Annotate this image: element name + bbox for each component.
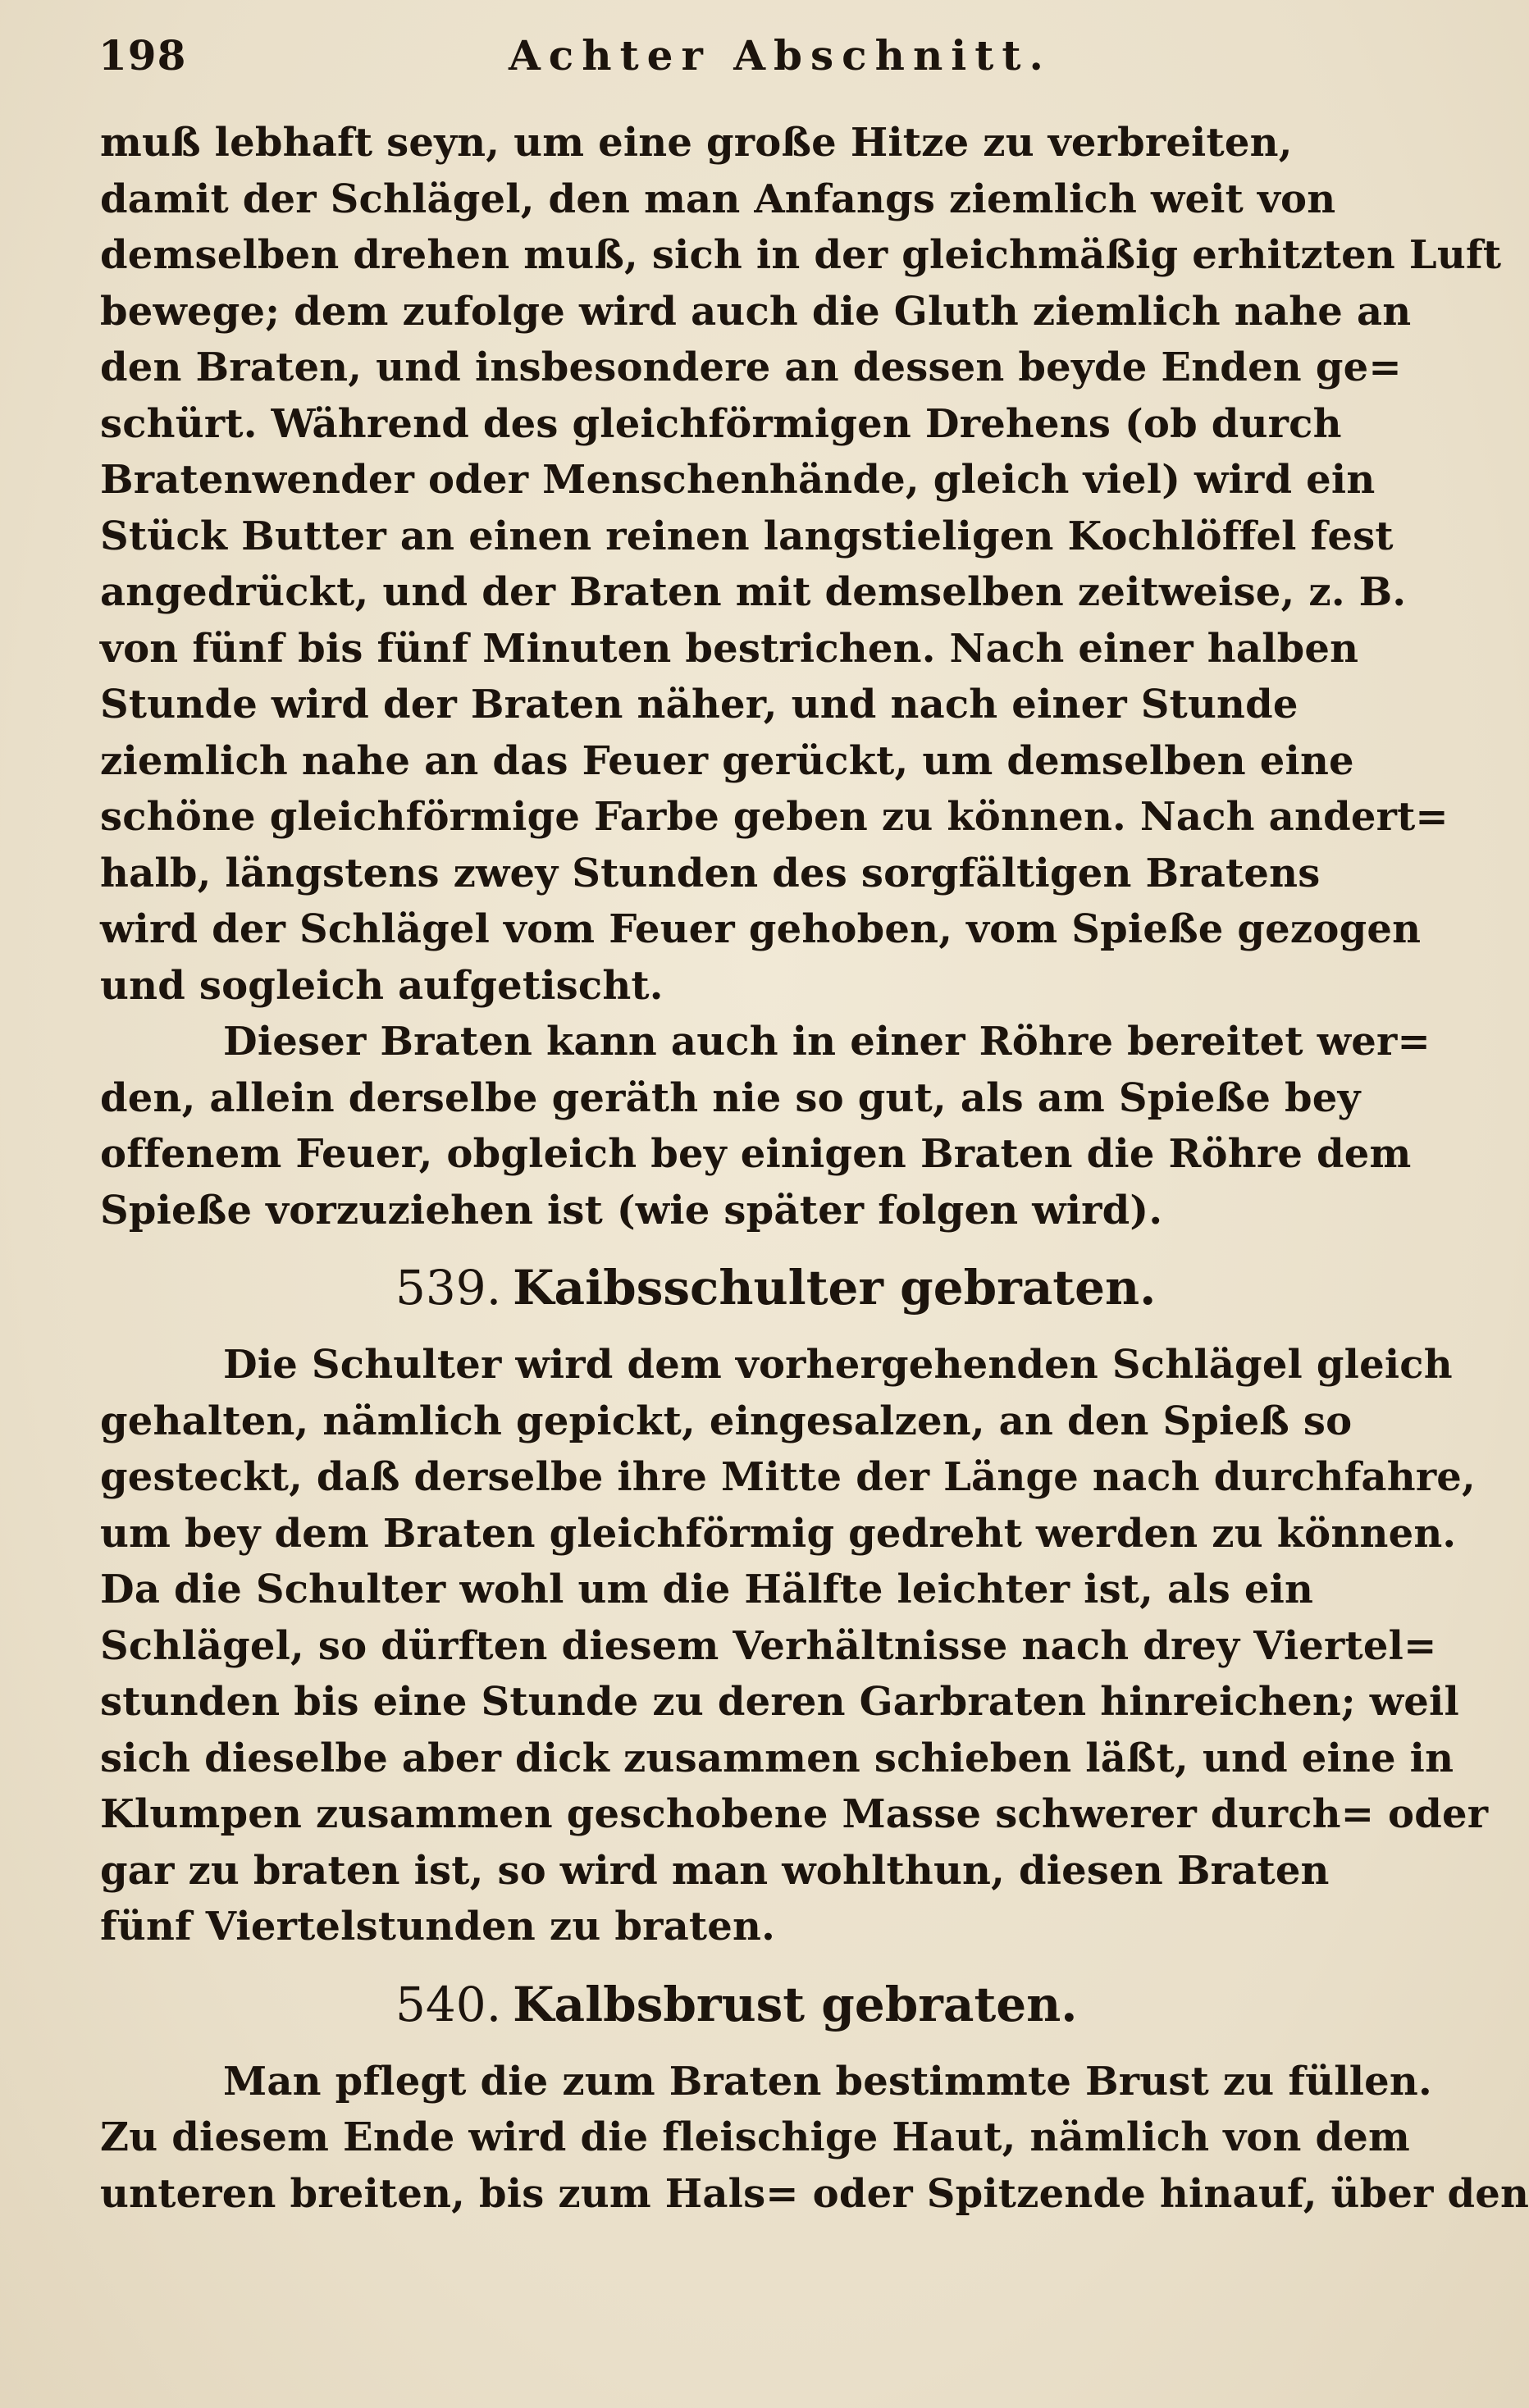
text-line: damit der Schlägel, den man Anfangs ziemlich weit von bbox=[100, 176, 1336, 222]
text-line: Klumpen zusammen geschobene Masse schwerer durch= oder bbox=[100, 1791, 1489, 1837]
text-line: Spieße vorzuziehen ist (wie später folgen wird). bbox=[100, 1187, 1163, 1234]
text-line: unteren breiten, bis zum Hals= oder Spitzende hinauf, über den bbox=[100, 2170, 1529, 2217]
text-line: angedrückt, und der Braten mit demselben zeitweise, z. B. bbox=[100, 569, 1407, 615]
text-line: schöne gleichförmige Farbe geben zu können. Nach andert= bbox=[100, 794, 1449, 840]
page-header bbox=[98, 31, 1263, 89]
text-line: fünf Viertelstunden zu braten. bbox=[100, 1904, 776, 1950]
text-line: wird der Schlägel vom Feuer gehoben, vom Spieße gezogen bbox=[100, 906, 1422, 952]
text-line: ziemlich nahe an das Feuer gerückt, um demselben eine bbox=[100, 737, 1354, 784]
section-title: Kalbsbrust gebraten. bbox=[513, 1976, 1078, 2032]
text-line: offenem Feuer, obgleich bey einigen Braten die Röhre dem bbox=[100, 1131, 1412, 1177]
text-line: muß lebhaft seyn, um eine große Hitze zu verbreiten, bbox=[100, 120, 1293, 166]
section-number: 539. bbox=[395, 1260, 502, 1316]
text-line: von fünf bis fünf Minuten bestrichen. Nach einer halben bbox=[100, 625, 1359, 672]
page-number: 198 bbox=[98, 31, 187, 80]
text-line: gar zu braten ist, so wird man wohlthun, diesen Braten bbox=[100, 1847, 1330, 1894]
running-head: Achter Abschnitt. bbox=[509, 31, 1052, 80]
text-line: den, allein derselbe geräth nie so gut, als am Spieße bey bbox=[100, 1074, 1361, 1121]
text-line: Zu diesem Ende wird die fleischige Haut, nämlich von dem bbox=[100, 2114, 1411, 2160]
text-line: den Braten, und insbesondere an dessen beyde Enden ge= bbox=[100, 344, 1402, 390]
text-line: gehalten, nämlich gepickt, eingesalzen, an den Spieß so bbox=[100, 1398, 1353, 1444]
text-line: schürt. Während des gleichförmigen Drehens (ob durch bbox=[100, 400, 1342, 447]
text-line: Dieser Braten kann auch in einer Röhre bereitet wer= bbox=[223, 1019, 1431, 1065]
text-line: halb, längstens zwey Stunden des sorgfältigen Bratens bbox=[100, 850, 1321, 896]
text-line: Stunde wird der Braten näher, und nach einer Stunde bbox=[100, 682, 1299, 727]
text-line: sich dieselbe aber dick zusammen schieben läßt, und eine in bbox=[100, 1735, 1454, 1781]
text-line: gesteckt, daß derselbe ihre Mitte der Länge nach durchfahre, bbox=[100, 1454, 1476, 1500]
section-heading-540 bbox=[100, 1955, 1253, 2054]
text-line: bewege; dem zufolge wird auch die Gluth ziemlich nahe an bbox=[100, 288, 1412, 335]
text-line: Stück Butter an einen reinen langstieligen Kochlöffel fest bbox=[100, 513, 1394, 559]
text-line: Die Schulter wird dem vorhergehenden Schlägel gleich bbox=[223, 1342, 1453, 1388]
body-text bbox=[100, 115, 1529, 2222]
text-line: um bey dem Braten gleichförmig gedreht werden zu können. bbox=[100, 1510, 1457, 1557]
text-line: und sogleich aufgetischt. bbox=[100, 962, 664, 1009]
text-line: stunden bis eine Stunde zu deren Garbraten hinreichen; weil bbox=[100, 1679, 1459, 1725]
text-line: Bratenwender oder Menschenhände, gleich viel) wird ein bbox=[100, 457, 1376, 503]
section-number: 540. bbox=[395, 1976, 502, 2032]
text-line: demselben drehen muß, sich in der gleichmäßig erhitzten Luft bbox=[100, 232, 1502, 278]
section-heading-539 bbox=[100, 1238, 1253, 1337]
text-line: Man pflegt die zum Braten bestimmte Brust zu füllen. bbox=[223, 2058, 1432, 2105]
section-title: Kaibsschulter gebraten. bbox=[513, 1260, 1157, 1316]
text-line: Schlägel, so dürften diesem Verhältnisse nach drey Viertel= bbox=[100, 1622, 1437, 1669]
text-line: Da die Schulter wohl um die Hälfte leichter ist, als ein bbox=[100, 1567, 1314, 1612]
